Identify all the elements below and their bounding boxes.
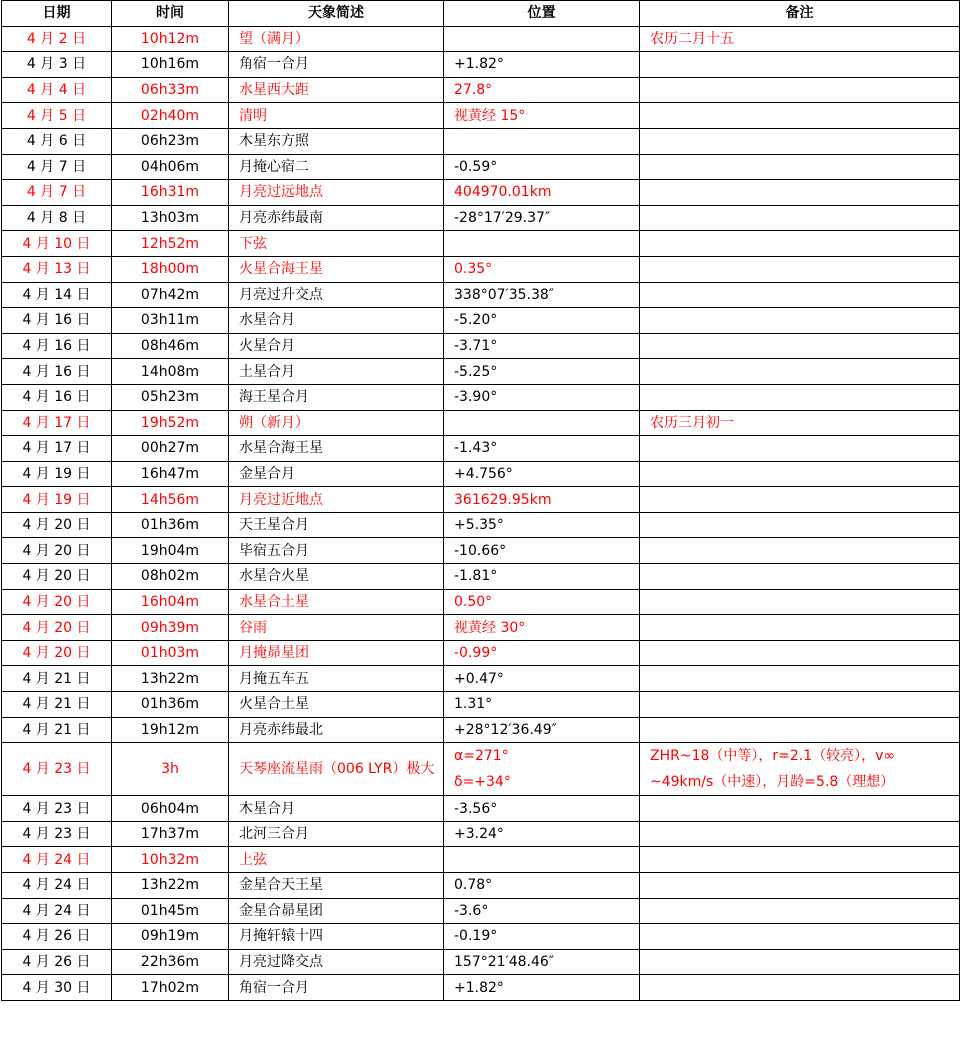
cell-event: 水星合火星 xyxy=(229,564,444,590)
cell-time: 14h08m xyxy=(112,359,229,385)
cell-time: 16h47m xyxy=(112,461,229,487)
table-row xyxy=(2,898,960,924)
header-event: 天象简述 xyxy=(229,1,444,27)
cell-note xyxy=(640,154,960,180)
cell-time: 19h12m xyxy=(112,717,229,743)
table-row xyxy=(2,282,960,308)
cell-event: 天王星合月 xyxy=(229,512,444,538)
table-row xyxy=(2,924,960,950)
astronomy-events-table xyxy=(1,0,960,1001)
cell-event: 望（满月） xyxy=(229,26,444,52)
cell-date: 4 月 5 日 xyxy=(2,103,112,129)
cell-date: 4 月 2 日 xyxy=(2,26,112,52)
cell-event: 火星合海王星 xyxy=(229,256,444,282)
cell-event: 角宿一合月 xyxy=(229,975,444,1001)
cell-time: 09h19m xyxy=(112,924,229,950)
cell-position: 视黄经 30° xyxy=(444,615,640,641)
cell-note xyxy=(640,873,960,899)
cell-event: 月亮赤纬最北 xyxy=(229,717,444,743)
cell-date: 4 月 21 日 xyxy=(2,666,112,692)
cell-date: 4 月 26 日 xyxy=(2,924,112,950)
cell-date: 4 月 8 日 xyxy=(2,205,112,231)
cell-date: 4 月 23 日 xyxy=(2,821,112,847)
cell-time: 05h23m xyxy=(112,384,229,410)
cell-note xyxy=(640,308,960,334)
cell-time: 07h42m xyxy=(112,282,229,308)
cell-note xyxy=(640,103,960,129)
cell-date: 4 月 16 日 xyxy=(2,359,112,385)
cell-note xyxy=(640,384,960,410)
cell-position xyxy=(444,410,640,436)
cell-note xyxy=(640,487,960,513)
cell-note xyxy=(640,359,960,385)
cell-date: 4 月 20 日 xyxy=(2,640,112,666)
table-row xyxy=(2,154,960,180)
cell-position xyxy=(444,847,640,873)
cell-time: 10h12m xyxy=(112,26,229,52)
cell-time: 13h03m xyxy=(112,205,229,231)
table-row xyxy=(2,564,960,590)
cell-position: -3.90° xyxy=(444,384,640,410)
table-row xyxy=(2,410,960,436)
cell-time: 06h33m xyxy=(112,77,229,103)
cell-position: 361629.95km xyxy=(444,487,640,513)
cell-event: 天琴座流星雨（006 LYR）极大 xyxy=(229,743,444,796)
cell-date: 4 月 10 日 xyxy=(2,231,112,257)
cell-position: +28°12′36.49″ xyxy=(444,717,640,743)
cell-note xyxy=(640,205,960,231)
cell-note xyxy=(640,52,960,78)
cell-time: 04h06m xyxy=(112,154,229,180)
cell-date: 4 月 7 日 xyxy=(2,154,112,180)
cell-note xyxy=(640,847,960,873)
cell-event: 月掩五车五 xyxy=(229,666,444,692)
cell-date: 4 月 21 日 xyxy=(2,692,112,718)
cell-event: 北河三合月 xyxy=(229,821,444,847)
cell-position: 27.8° xyxy=(444,77,640,103)
cell-time: 03h11m xyxy=(112,308,229,334)
cell-time: 01h36m xyxy=(112,512,229,538)
cell-note xyxy=(640,333,960,359)
cell-time: 17h02m xyxy=(112,975,229,1001)
cell-event: 金星合昴星团 xyxy=(229,898,444,924)
header-position: 位置 xyxy=(444,1,640,27)
cell-event: 角宿一合月 xyxy=(229,52,444,78)
table-row xyxy=(2,52,960,78)
cell-event: 月亮过升交点 xyxy=(229,282,444,308)
cell-event: 清明 xyxy=(229,103,444,129)
cell-date: 4 月 17 日 xyxy=(2,410,112,436)
cell-event: 月亮赤纬最南 xyxy=(229,205,444,231)
table-row xyxy=(2,359,960,385)
cell-note xyxy=(640,717,960,743)
cell-time: 17h37m xyxy=(112,821,229,847)
cell-note xyxy=(640,282,960,308)
cell-date: 4 月 14 日 xyxy=(2,282,112,308)
cell-position: 0.78° xyxy=(444,873,640,899)
cell-note xyxy=(640,796,960,822)
cell-time: 01h45m xyxy=(112,898,229,924)
cell-time: 01h03m xyxy=(112,640,229,666)
header-time: 时间 xyxy=(112,1,229,27)
cell-date: 4 月 21 日 xyxy=(2,717,112,743)
cell-date: 4 月 7 日 xyxy=(2,180,112,206)
cell-position: -3.56° xyxy=(444,796,640,822)
cell-note xyxy=(640,924,960,950)
cell-note xyxy=(640,975,960,1001)
table-row xyxy=(2,666,960,692)
cell-time: 08h46m xyxy=(112,333,229,359)
cell-note xyxy=(640,461,960,487)
cell-date: 4 月 30 日 xyxy=(2,975,112,1001)
cell-position xyxy=(444,26,640,52)
cell-time: 10h32m xyxy=(112,847,229,873)
cell-date: 4 月 20 日 xyxy=(2,615,112,641)
cell-position: -1.81° xyxy=(444,564,640,590)
table-row xyxy=(2,77,960,103)
cell-position: -0.99° xyxy=(444,640,640,666)
cell-note: 农历三月初一 xyxy=(640,410,960,436)
table-row xyxy=(2,538,960,564)
cell-date: 4 月 20 日 xyxy=(2,538,112,564)
cell-date: 4 月 24 日 xyxy=(2,847,112,873)
cell-position: +3.24° xyxy=(444,821,640,847)
table-body xyxy=(2,26,960,1000)
cell-note xyxy=(640,231,960,257)
cell-time: 18h00m xyxy=(112,256,229,282)
cell-position xyxy=(444,128,640,154)
table-row xyxy=(2,128,960,154)
cell-date: 4 月 20 日 xyxy=(2,564,112,590)
cell-position: 0.35° xyxy=(444,256,640,282)
cell-event: 毕宿五合月 xyxy=(229,538,444,564)
cell-date: 4 月 17 日 xyxy=(2,436,112,462)
cell-date: 4 月 16 日 xyxy=(2,384,112,410)
table-row xyxy=(2,436,960,462)
cell-date: 4 月 24 日 xyxy=(2,873,112,899)
cell-note xyxy=(640,128,960,154)
cell-note xyxy=(640,180,960,206)
table-row xyxy=(2,333,960,359)
cell-position: -10.66° xyxy=(444,538,640,564)
cell-time: 13h22m xyxy=(112,873,229,899)
cell-event: 月亮过远地点 xyxy=(229,180,444,206)
cell-event: 水星西大距 xyxy=(229,77,444,103)
cell-event: 火星合土星 xyxy=(229,692,444,718)
cell-note xyxy=(640,666,960,692)
header-date: 日期 xyxy=(2,1,112,27)
cell-date: 4 月 19 日 xyxy=(2,487,112,513)
cell-event: 土星合月 xyxy=(229,359,444,385)
cell-time: 14h56m xyxy=(112,487,229,513)
cell-date: 4 月 24 日 xyxy=(2,898,112,924)
cell-position: -5.25° xyxy=(444,359,640,385)
table-row xyxy=(2,26,960,52)
cell-note xyxy=(640,256,960,282)
cell-position: 0.50° xyxy=(444,589,640,615)
cell-event: 月掩昴星团 xyxy=(229,640,444,666)
table-row xyxy=(2,512,960,538)
cell-event: 水星合海王星 xyxy=(229,436,444,462)
cell-time: 13h22m xyxy=(112,666,229,692)
cell-note: 农历二月十五 xyxy=(640,26,960,52)
table-row xyxy=(2,384,960,410)
cell-position: α=271° δ=+34° xyxy=(444,743,640,796)
table-row xyxy=(2,640,960,666)
cell-time: 06h23m xyxy=(112,128,229,154)
cell-event: 月掩轩辕十四 xyxy=(229,924,444,950)
cell-event: 月掩心宿二 xyxy=(229,154,444,180)
cell-date: 4 月 3 日 xyxy=(2,52,112,78)
table-row xyxy=(2,308,960,334)
cell-position: +1.82° xyxy=(444,52,640,78)
cell-note xyxy=(640,615,960,641)
cell-position: 157°21′48.46″ xyxy=(444,949,640,975)
cell-note xyxy=(640,589,960,615)
cell-position: +4.756° xyxy=(444,461,640,487)
table-row xyxy=(2,796,960,822)
table-row xyxy=(2,743,960,796)
cell-date: 4 月 13 日 xyxy=(2,256,112,282)
cell-note: ZHR~18（中等），r=2.1（较亮），v∞ ~49km/s（中速），月龄=5.8（理想） xyxy=(640,743,960,796)
table-row xyxy=(2,205,960,231)
cell-event: 谷雨 xyxy=(229,615,444,641)
cell-event: 上弦 xyxy=(229,847,444,873)
cell-date: 4 月 4 日 xyxy=(2,77,112,103)
cell-position: 404970.01km xyxy=(444,180,640,206)
cell-time: 10h16m xyxy=(112,52,229,78)
cell-time: 09h39m xyxy=(112,615,229,641)
cell-event: 木星合月 xyxy=(229,796,444,822)
cell-event: 下弦 xyxy=(229,231,444,257)
cell-event: 海王星合月 xyxy=(229,384,444,410)
table-row xyxy=(2,717,960,743)
cell-date: 4 月 20 日 xyxy=(2,512,112,538)
cell-note xyxy=(640,640,960,666)
cell-position: +0.47° xyxy=(444,666,640,692)
cell-date: 4 月 19 日 xyxy=(2,461,112,487)
cell-date: 4 月 23 日 xyxy=(2,743,112,796)
table-row xyxy=(2,615,960,641)
cell-time: 19h04m xyxy=(112,538,229,564)
table-row xyxy=(2,589,960,615)
cell-time: 02h40m xyxy=(112,103,229,129)
cell-position: -0.19° xyxy=(444,924,640,950)
cell-note xyxy=(640,436,960,462)
table-row xyxy=(2,180,960,206)
cell-position: -0.59° xyxy=(444,154,640,180)
table-row xyxy=(2,975,960,1001)
cell-note xyxy=(640,77,960,103)
cell-event: 月亮过降交点 xyxy=(229,949,444,975)
cell-time: 16h04m xyxy=(112,589,229,615)
cell-event: 水星合土星 xyxy=(229,589,444,615)
table-row xyxy=(2,949,960,975)
cell-note xyxy=(640,898,960,924)
cell-date: 4 月 6 日 xyxy=(2,128,112,154)
cell-position: +5.35° xyxy=(444,512,640,538)
cell-date: 4 月 20 日 xyxy=(2,589,112,615)
cell-note xyxy=(640,949,960,975)
cell-note xyxy=(640,564,960,590)
table-row xyxy=(2,847,960,873)
cell-position: 338°07′35.38″ xyxy=(444,282,640,308)
table-header-row xyxy=(2,1,960,27)
cell-event: 金星合天王星 xyxy=(229,873,444,899)
cell-position: +1.82° xyxy=(444,975,640,1001)
cell-event: 火星合月 xyxy=(229,333,444,359)
table-row xyxy=(2,821,960,847)
cell-date: 4 月 16 日 xyxy=(2,333,112,359)
table-row xyxy=(2,487,960,513)
cell-date: 4 月 26 日 xyxy=(2,949,112,975)
cell-note xyxy=(640,821,960,847)
cell-position: -3.6° xyxy=(444,898,640,924)
cell-time: 19h52m xyxy=(112,410,229,436)
cell-time: 12h52m xyxy=(112,231,229,257)
header-note: 备注 xyxy=(640,1,960,27)
cell-time: 00h27m xyxy=(112,436,229,462)
cell-position: -1.43° xyxy=(444,436,640,462)
cell-time: 16h31m xyxy=(112,180,229,206)
cell-position xyxy=(444,231,640,257)
cell-date: 4 月 23 日 xyxy=(2,796,112,822)
cell-time: 06h04m xyxy=(112,796,229,822)
cell-time: 22h36m xyxy=(112,949,229,975)
table-row xyxy=(2,692,960,718)
table-row xyxy=(2,461,960,487)
cell-time: 01h36m xyxy=(112,692,229,718)
cell-position: 视黄经 15° xyxy=(444,103,640,129)
cell-time: 3h xyxy=(112,743,229,796)
cell-event: 金星合月 xyxy=(229,461,444,487)
cell-time: 08h02m xyxy=(112,564,229,590)
cell-position: 1.31° xyxy=(444,692,640,718)
cell-event: 水星合月 xyxy=(229,308,444,334)
cell-event: 月亮过近地点 xyxy=(229,487,444,513)
cell-event: 木星东方照 xyxy=(229,128,444,154)
cell-position: -3.71° xyxy=(444,333,640,359)
cell-note xyxy=(640,538,960,564)
table-row xyxy=(2,103,960,129)
table-row xyxy=(2,873,960,899)
cell-date: 4 月 16 日 xyxy=(2,308,112,334)
cell-event: 朔（新月） xyxy=(229,410,444,436)
cell-position: -5.20° xyxy=(444,308,640,334)
table-row xyxy=(2,231,960,257)
cell-note xyxy=(640,512,960,538)
table-row xyxy=(2,256,960,282)
cell-note xyxy=(640,692,960,718)
cell-position: -28°17′29.37″ xyxy=(444,205,640,231)
